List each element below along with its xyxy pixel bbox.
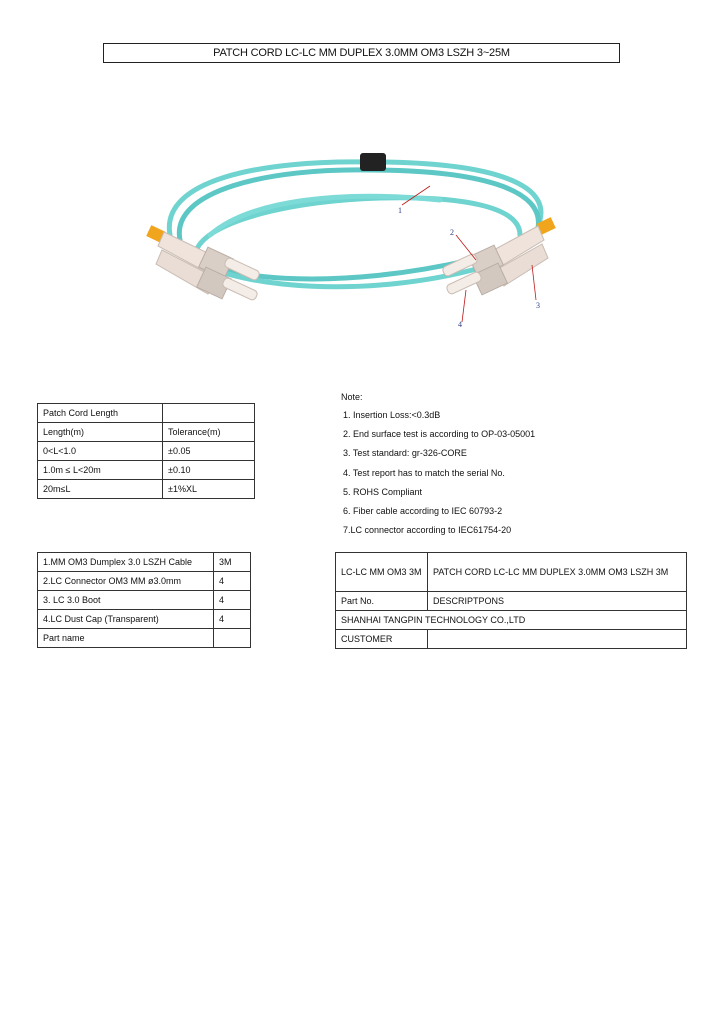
table-cell (163, 404, 255, 423)
part-cell: 4.LC Dust Cap (Transparent) (38, 610, 214, 629)
column-header-length: Length(m) (38, 423, 163, 442)
note-item: 5. ROHS Compliant (343, 486, 423, 497)
length-cell: 20m≤L (38, 480, 163, 499)
qty-cell: 4 (214, 572, 251, 591)
notes-heading: Note: (341, 392, 363, 402)
note-item: 7.LC connector according to IEC61754-20 (343, 525, 512, 536)
length-cell: 0<L<1.0 (38, 442, 163, 461)
qty-cell: 4 (214, 591, 251, 610)
document-title: PATCH CORD LC-LC MM DUPLEX 3.0MM OM3 LSZH 3~25M (103, 43, 620, 63)
table-row (336, 592, 687, 611)
tolerance-table-header: Patch Cord Length (38, 404, 163, 423)
table-row (38, 423, 255, 442)
note-item: 2. End surface test is according to OP-03-05001 (343, 429, 536, 440)
right-connector-pair (442, 217, 556, 295)
part-name-label: Part name (38, 629, 214, 648)
bill-of-materials-table (37, 552, 251, 648)
table-row (38, 572, 251, 591)
callout-4: 4 (458, 320, 462, 329)
table-row (38, 461, 255, 480)
note-item: 1. Insertion Loss:<0.3dB (343, 410, 441, 420)
length-cell: 1.0m ≤ L<20m (38, 461, 163, 480)
tolerance-cell: ±0.10 (163, 461, 255, 480)
table-row (38, 591, 251, 610)
table-row (38, 610, 251, 629)
callout-1: 1 (398, 206, 402, 215)
part-no-label: Part No. (336, 592, 428, 611)
company-name: SHANHAI TANGPIN TECHNOLOGY CO.,LTD (336, 611, 687, 630)
customer-value (428, 630, 687, 649)
tolerance-table (37, 403, 255, 499)
part-cell: 3. LC 3.0 Boot (38, 591, 214, 610)
description-value: PATCH CORD LC-LC MM DUPLEX 3.0MM OM3 LSZH 3M (428, 553, 687, 592)
part-no-value: LC-LC MM OM3 3M (336, 553, 428, 592)
part-cell: 2.LC Connector OM3 MM ø3.0mm (38, 572, 214, 591)
table-row (38, 442, 255, 461)
note-item: 4. Test report has to match the serial No. (343, 467, 505, 478)
qty-cell: 4 (214, 610, 251, 629)
column-header-tolerance: Tolerance(m) (163, 423, 255, 442)
note-item: 3. Test standard: gr-326-CORE (343, 448, 467, 459)
title-block-table (335, 552, 687, 649)
callout-2: 2 (450, 228, 454, 237)
tolerance-cell: ±0.05 (163, 442, 255, 461)
table-row (336, 611, 687, 630)
part-cell: 1.MM OM3 Dumplex 3.0 LSZH Cable (38, 553, 214, 572)
table-row (38, 404, 255, 423)
customer-label: CUSTOMER (336, 630, 428, 649)
left-connector-pair (146, 225, 260, 301)
cable-band (360, 153, 386, 171)
qty-cell (214, 629, 251, 648)
table-row (38, 553, 251, 572)
table-row (38, 629, 251, 648)
callout-3: 3 (536, 301, 540, 310)
note-item: 6. Fiber cable according to IEC 60793-2 (343, 505, 503, 516)
tolerance-cell: ±1%XL (163, 480, 255, 499)
notes-section (341, 390, 535, 540)
patch-cord-photo (140, 140, 580, 340)
table-row (336, 553, 687, 592)
table-row (336, 630, 687, 649)
qty-cell: 3M (214, 553, 251, 572)
table-row (38, 480, 255, 499)
description-label: DESCRIPTPONS (428, 592, 687, 611)
